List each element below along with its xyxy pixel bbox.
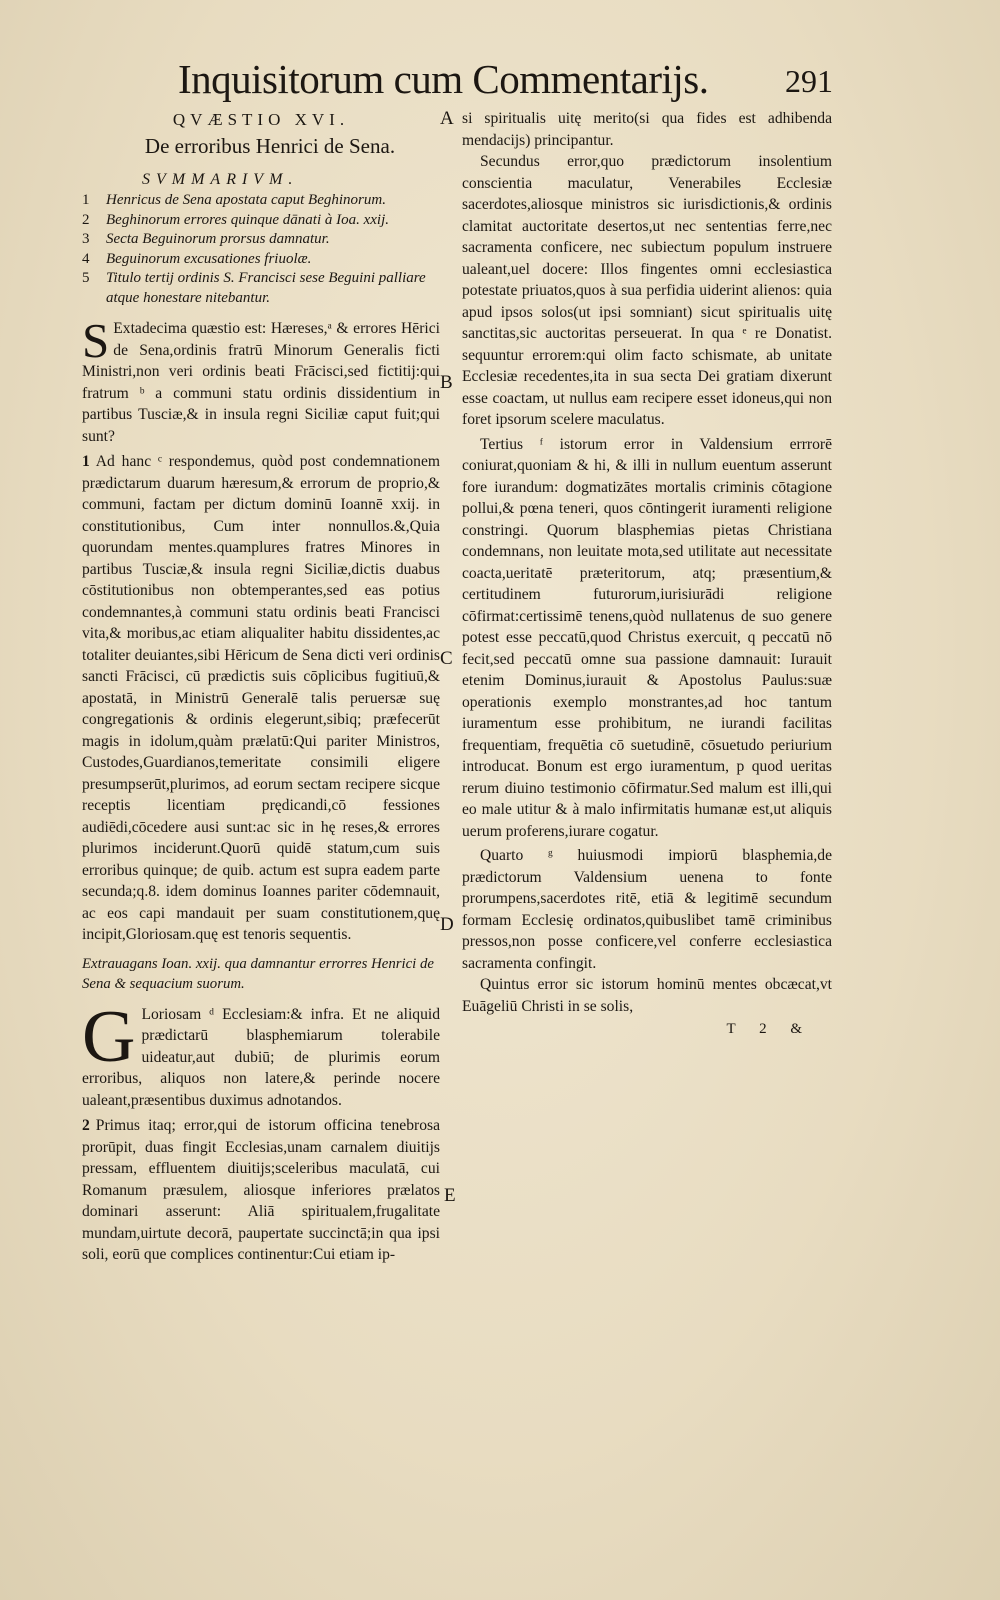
drop-cap-g: G — [82, 995, 136, 1078]
question-number: QVÆSTIO XVI. — [172, 110, 350, 129]
running-title: Inquisitorum cum Commentarijs. — [178, 56, 709, 102]
summarium-text: Beghinorum errores quinque dānati à Ioa. xxij. — [106, 211, 390, 228]
left-column — [82, 108, 440, 1266]
margin-letter-c: C — [440, 648, 453, 669]
summarium-item — [82, 250, 440, 270]
margin-letter-a: A — [440, 108, 454, 129]
summarium-item — [82, 230, 440, 250]
extravagans-heading: Extrauagans Ioan. xxij. qua damnantur errorres Henrici de Sena & sequacium suorum. — [82, 955, 434, 992]
summarium-item — [82, 211, 440, 231]
summarium-number: 5 — [82, 270, 90, 286]
intro-text: Extadecima quæstio est: Hæreses,ᵃ & errores Hērici de Sena,ordinis fratrū Minorum Generalis ficti Ministri,non veri ordinis beati Frācisci,sed fictitij:qui fratrum ᵇ a communi statu ordinis dissidentium in partibus Tusciæ,& in insula regni Siciliæ caput fuit;qui sunt? — [82, 320, 440, 445]
summarium-item — [82, 191, 440, 211]
second-error-paragraph: Secundus error,quo prædictorum insolentium conscientia maculatur, Venerabiles Ecclesiæ sacerdotes,aliosque ministros sic iurisdictionis,& ordinis clamitat auctoritate desertos,ut nec sententias ferre,nec sacramenta conficere, nec subiectum populum instruere ualeant,uel docere: Illos fingentes omni ecclesiastica potestate priuatos,quos à sua perfidia uiderint alienos: quia apud ipsos solos(ut ipsi somniant) sicut spiritualis uitę sanctitas,sic auctoritas perseuerat. In qua ᵉ re Donatist. sequuntur errorem:qui olim facto schismate, ab unitate Ecclesiæ recedentes,ita in sua secta Dei gratiam dixerunt esse coactam, ut nullus eam recipere esset idoneus,qui non foret ipsorum scelere maculatus. — [462, 153, 832, 428]
summarium-heading: SVMMARIVM. — [142, 171, 299, 188]
paragraph-number: 1 — [82, 453, 90, 470]
question-title: De erroribus Henrici de Sena. — [144, 134, 396, 158]
summarium-item — [82, 269, 440, 308]
paragraph-number: 2 — [82, 1117, 90, 1134]
margin-letter-d: D — [440, 914, 454, 935]
paragraph-1-text: Ad hanc ᶜ respondemus, quòd post condemnationem prædictarum duarum hæresum,& errorum de proprio,& communi, factam per dictum dominū Ioannē xxij. in constitutionibus, Cum inter nonnullos.&,Quia quorundam mentes.quamplures fratres Minores in partibus Tusciæ,& insula regni Siciliæ,dictis duabus cōstitutionibus non obtemperantes,sed eas potius condemnantes,à communi statu ordinis beati Francisci vita,& moribus,ac etiam aliqualiter habitu dissidentes,ac totaliter deuiantes,sibi Hēricum de Sena dicti veri ordinis sancti Frācisci, cū prædictis suis cōplicibus fugitiuū,& apostatā, in Ministrū Generalē talis peruersæ suę congregationis & ordinis elegerunt,sibiq; præfecerūt magis in idolum,quàm prælatū:Qui pariter Ministros, Custodes,Guardianos,temeritate consimili eligere presumpserūt,plurimos, ad eorum sectam recipere sicque receptis licentiam prędicandi,cō fessiones audiēdi,cōcedere ausi sunt:ac sic in hę reses,& errores plurimos inciderunt.Quorū quidē statum,cum suis erroribus quinque; de quib. actum est supra eadem parte secunda;q.8. idem dominus Ioannes pariter cōdemnauit, ac eos capi mandauit per suam constitutionem,quę incipit,Gloriosam.quę est tenoris sequentis. — [82, 453, 440, 943]
margin-letter-e: E — [444, 1185, 456, 1206]
summarium-text: Titulo tertij ordinis S. Francisci sese Beguini palliare atque honestare nitebantur. — [106, 270, 426, 306]
summarium-text: Secta Beguinorum prorsus damnatur. — [106, 231, 330, 247]
fifth-error-paragraph: Quintus error sic istorum hominū mentes obcæcat,vt Euāgeliū Christi in se solis, — [462, 976, 832, 1015]
summarium-number: 4 — [82, 250, 90, 267]
right-column — [462, 108, 832, 1038]
summarium-list — [82, 191, 440, 308]
page-number: 291 — [785, 63, 833, 99]
summarium-text: Henricus de Sena apostata caput Beghinorum. — [106, 192, 386, 208]
margin-letter-b: B — [440, 372, 453, 393]
intro-paragraph — [82, 313, 440, 447]
drop-cap-s: S — [82, 313, 110, 368]
paragraph-2-text: Primus itaq; error,qui de istorum officina tenebrosa prorūpit, duas fingit Ecclesias,unam carnalem diuitijs pressam, effluentem diuitijs;sceleribus maculatā, cui Romanum præsulem, aliosque inferiores prælatos dominari asserunt: Aliā spiritualem,frugalitate mundam,uirtute decorā, paupertate succinctā;in qua ipsi soli, eorū que complices continentur:Cui etiam ip- — [82, 1117, 440, 1263]
summarium-number: 3 — [82, 231, 90, 247]
gloriosam-paragraph — [82, 995, 440, 1112]
page-header — [0, 55, 1000, 105]
summarium-text: Beguinorum excusationes friuolæ. — [106, 250, 312, 267]
gloriosam-text: Loriosam ᵈ Ecclesiam:& infra. Et ne aliquid prædictarū blasphemiarum tolerabile uideatur,aut dubiū; de plurimis eorum erroribus, aliquos non latere,& perinde nocere ualeant,præsentibus duximus adnotandos. — [82, 1005, 440, 1109]
paragraph-2 — [82, 1115, 440, 1266]
continuation-paragraph: si spiritualis uitę merito(si qua fides est adhibenda mendacijs) principantur. — [462, 110, 832, 149]
summarium-number: 1 — [82, 192, 90, 208]
third-error-paragraph: Tertius ᶠ istorum error in Valdensium errrorē coniurat,quoniam & hi, & illi in nullum euentum asserunt fore iurandum: dogmatizātes mortalis criminis cōtagione pollui,& pœna teneri, quos cōntingerit iuramenti religione constringi. Quorum blasphemias pietas Christiana condemnans, non leuitate mota,sed utilitate aut necessitate coacta,ueritatē præteritorum, atq; præsentium,& certitudinem futurorum,iurisiurādi religione cōfirmat:certissimē tenens,quòd nullatenus de suo genere potest esse peccatū,quod Christus exercuit, q peccatū nō fecit,sed peccatū omne sua passione damnauit: Iurauit etenim Dominus,iurauit & Apostolus Paulus:suæ operationis exemplo monstrantes,ad hoc tantum iuramentum esse prohibitum, ne iurandi facilitas frequentiam, frequētia cō suetudinē, cōsuetudo periurium introducat. Bonum est ergo iuramentum, p quod ueritas rerum diuino testimonio cōfirmatur.Sed malum est illi,qui eo male utitur & à malo infirmitatis humanæ est,ut aliquis uerum proferens,iurare cogatur. — [462, 435, 832, 840]
fourth-error-paragraph: Quarto ᵍ huiusmodi impiorū blasphemia,de prædictorum Valdensium uenena to fonte prorumpens,sacerdotes ritē, etiā & legitimē secundum formam Ecclesię ordinatos,quibuslibet tamē criminibus pressos,non posse conficere,vel conferre ecclesiastica sacramenta confingit. — [462, 847, 832, 972]
summarium-number: 2 — [82, 211, 90, 228]
paragraph-1 — [82, 451, 440, 946]
catchword: T 2 & — [726, 1021, 812, 1037]
